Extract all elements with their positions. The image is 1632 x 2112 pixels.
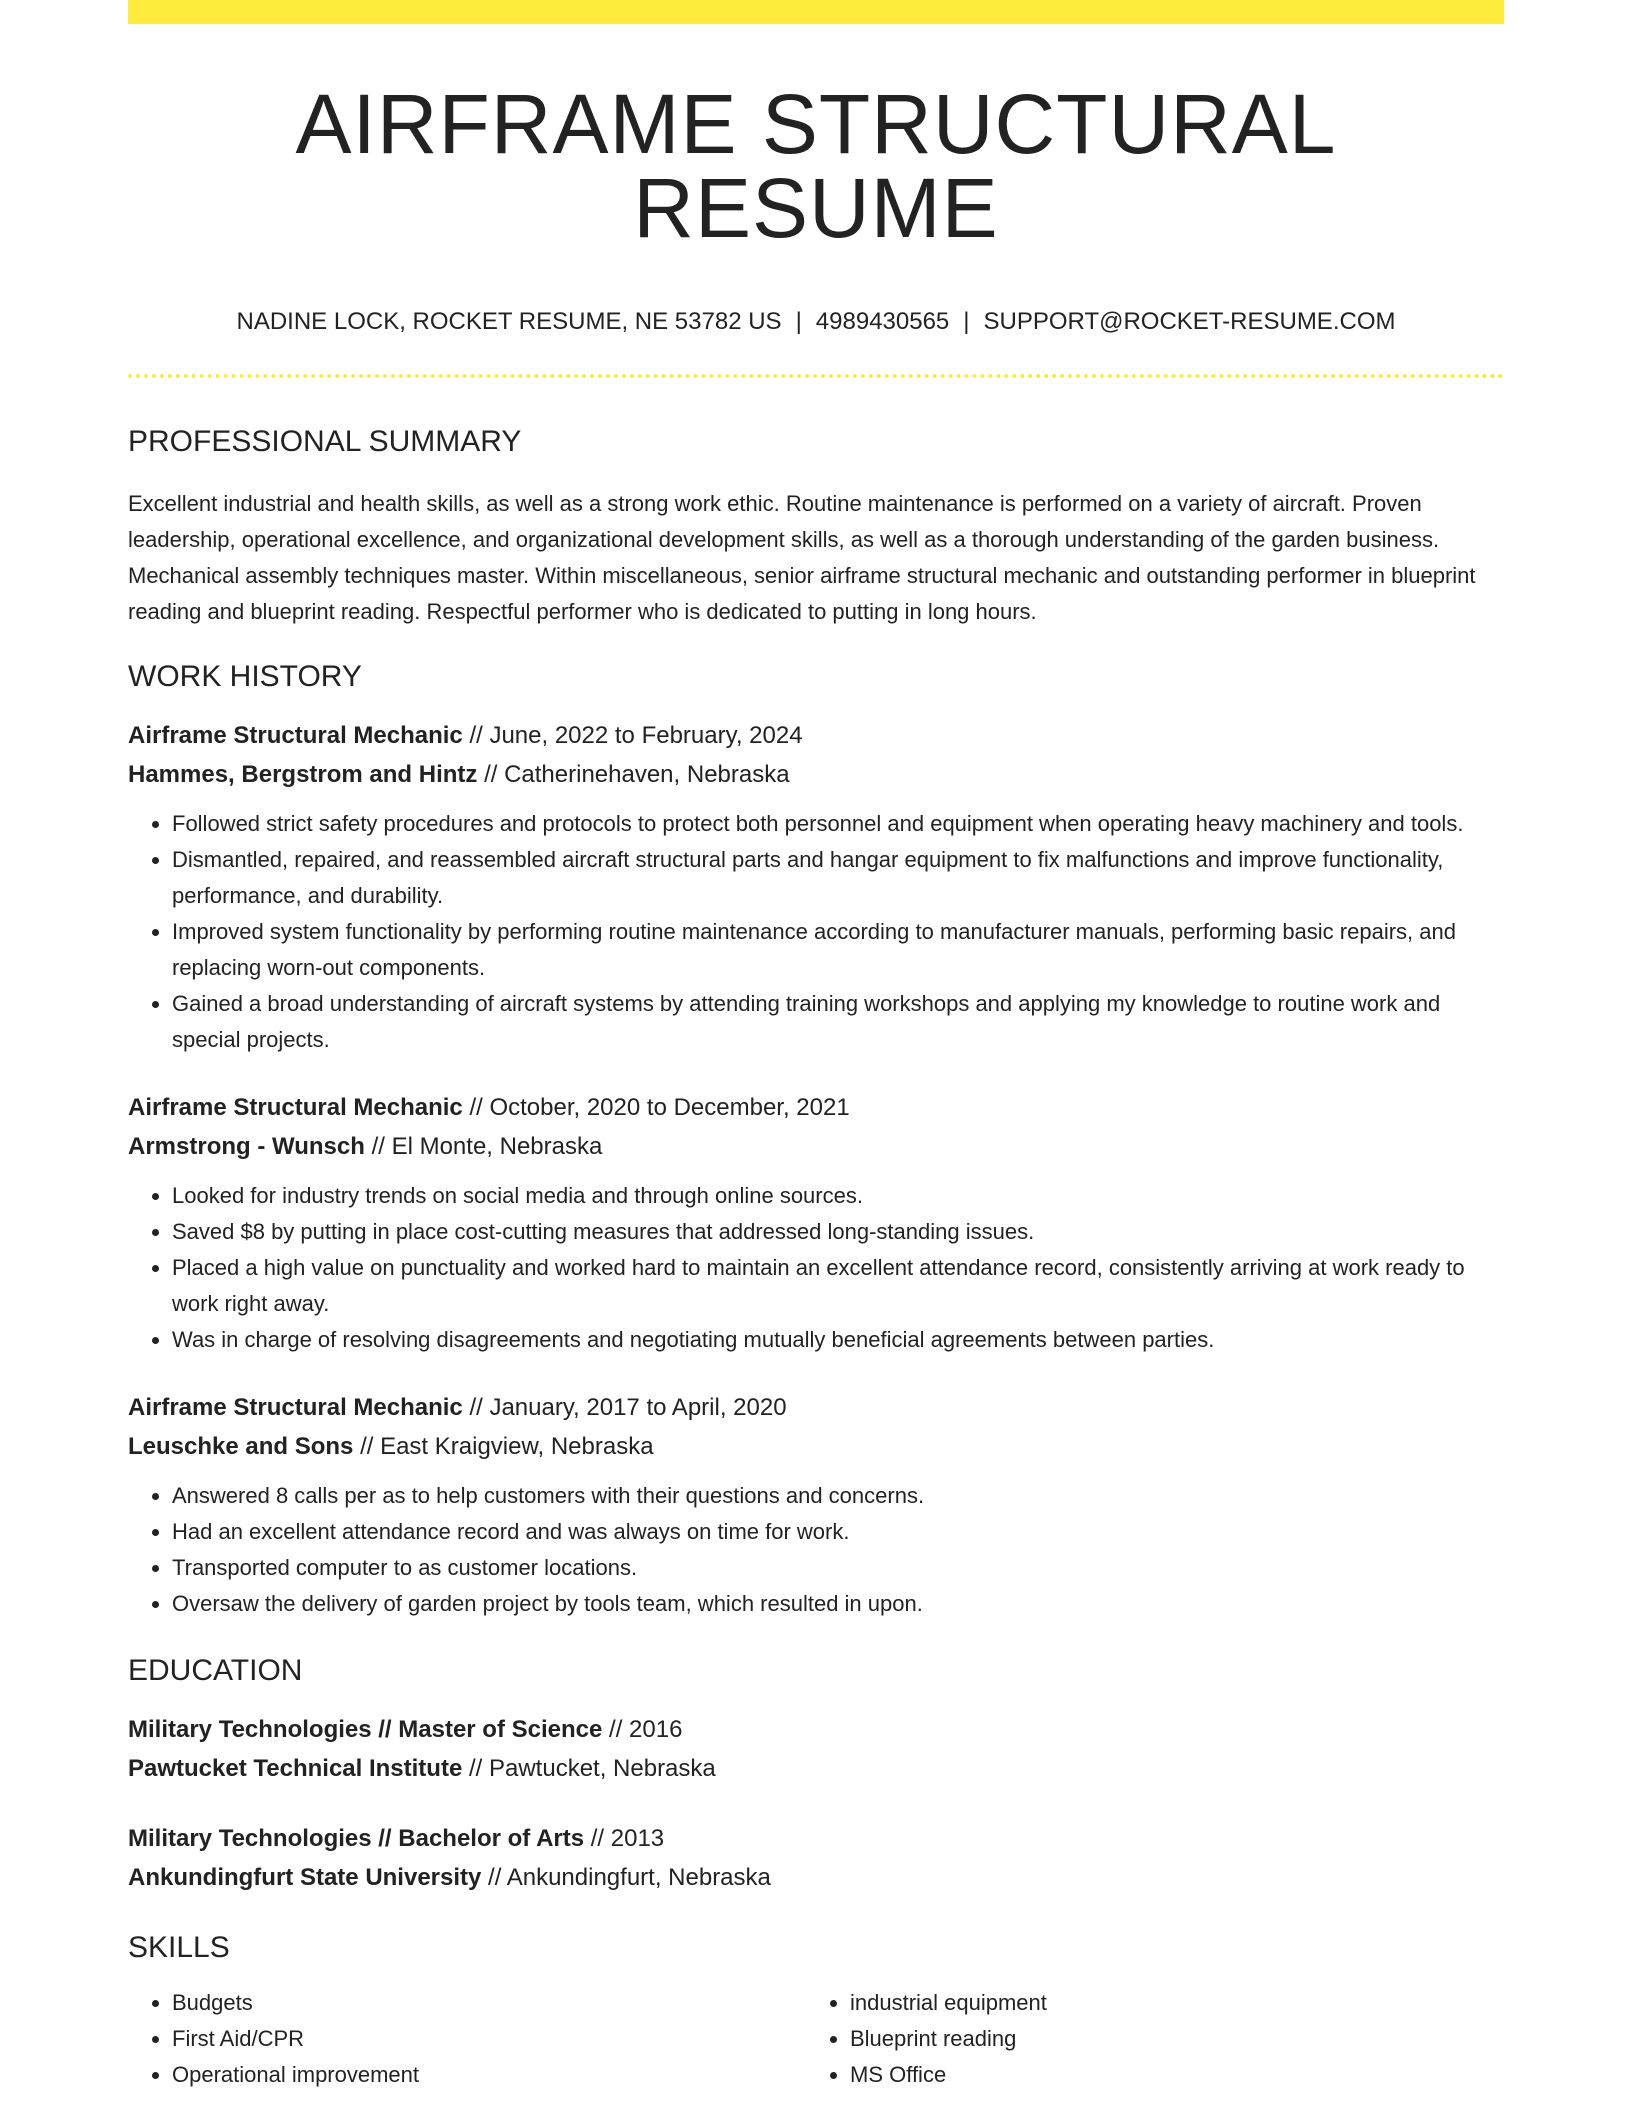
job-title: Airframe Structural Mechanic	[128, 1094, 463, 1121]
list-item: • Transported computer to as customer locations.	[172, 1550, 1504, 1586]
job-dates: // June, 2022 to February, 2024	[462, 722, 803, 749]
list-item: • MS Office	[850, 2057, 1484, 2093]
job-title: Airframe Structural Mechanic	[128, 1394, 463, 1421]
job-company: Armstrong - Wunsch	[128, 1133, 365, 1160]
skills-columns	[128, 1985, 1504, 2093]
list-item: • Dismantled, repaired, and reassembled aircraft structural parts and hangar equipment to fix malfunctions and improve functionality, performance, and durability.	[172, 842, 1504, 914]
list-item: • Had an excellent attendance record and was always on time for work.	[172, 1514, 1504, 1550]
education-school-line	[128, 1858, 1504, 1897]
job-company: Hammes, Bergstrom and Hintz	[128, 761, 478, 788]
education-degree-line	[128, 1710, 1504, 1749]
job-location: // Catherinehaven, Nebraska	[477, 761, 790, 788]
education-year: // 2016	[602, 1716, 683, 1743]
list-item: • Operational improvement	[172, 2057, 806, 2093]
summary-text: Excellent industrial and health skills, as well as a strong work ethic. Routine maintenance is performed on a variety of aircraft. Proven leadership, operational excellence, and organizational development skills, as well as a thorough understanding of the garden business. Mechanical assembly techniques master. Within miscellaneous, senior airframe structural mechanic and outstanding performer in blueprint reading and blueprint reading. Respectful performer who is dedicated to putting in long hours.	[128, 491, 1476, 624]
list-item: • Oversaw the delivery of garden project by tools team, which resulted in upon.	[172, 1586, 1504, 1622]
contact-email: SUPPORT@ROCKET-RESUME.COM	[983, 308, 1396, 335]
job-bullets	[128, 1478, 1504, 1622]
list-item: • Saved $8 by putting in place cost-cutting measures that addressed long-standing issues.	[172, 1214, 1504, 1250]
education-location: // Pawtucket, Nebraska	[462, 1755, 716, 1782]
job-entry	[128, 716, 1504, 1058]
job-location: // El Monte, Nebraska	[364, 1133, 603, 1160]
education-entry	[128, 1819, 1504, 1897]
education-degree-line	[128, 1819, 1504, 1858]
list-item: • Blueprint reading	[850, 2021, 1484, 2057]
job-bullets	[128, 1178, 1504, 1358]
job-company: Leuschke and Sons	[128, 1433, 354, 1460]
job-dates: // October, 2020 to December, 2021	[462, 1094, 850, 1121]
contact-separator: |	[795, 308, 802, 335]
contact-line	[128, 310, 1504, 334]
list-item: • Was in charge of resolving disagreements and negotiating mutually beneficial agreements between parties.	[172, 1322, 1504, 1358]
dotted-divider	[128, 374, 1504, 378]
job-location: // East Kraigview, Nebraska	[353, 1433, 654, 1460]
skills-heading: SKILLS	[128, 1931, 230, 1964]
education-school: Ankundingfurt State University	[128, 1864, 482, 1891]
list-item: • Placed a high value on punctuality and worked hard to maintain an excellent attendance record, consistently arriving at work ready to work right away.	[172, 1250, 1504, 1322]
list-item: • Gained a broad understanding of aircraft systems by attending training workshops and applying my knowledge to routine work and special projects.	[172, 986, 1504, 1058]
list-item: • Improved system functionality by performing routine maintenance according to manufacturer manuals, performing basic repairs, and replacing worn-out components.	[172, 914, 1504, 986]
job-company-line	[128, 755, 1504, 794]
skills-left-column	[128, 1985, 806, 2093]
skills-right-column	[806, 1985, 1484, 2093]
list-item: • industrial equipment	[850, 1985, 1484, 2021]
education-year: // 2013	[584, 1825, 665, 1852]
resume-page	[128, 0, 1504, 2093]
job-title: Airframe Structural Mechanic	[128, 722, 463, 749]
list-item: • Budgets	[172, 1985, 806, 2021]
job-bullets	[128, 806, 1504, 1058]
job-title-line	[128, 716, 1504, 755]
job-title-line	[128, 1388, 1504, 1427]
education-heading: EDUCATION	[128, 1654, 303, 1687]
job-company-line	[128, 1427, 1504, 1466]
education-degree: Military Technologies // Bachelor of Arts	[128, 1825, 585, 1852]
job-dates: // January, 2017 to April, 2020	[462, 1394, 787, 1421]
summary-heading: PROFESSIONAL SUMMARY	[128, 425, 522, 458]
accent-top-bar	[128, 0, 1504, 24]
list-item: • First Aid/CPR	[172, 2021, 806, 2057]
list-item: • Answered 8 calls per as to help customers with their questions and concerns.	[172, 1478, 1504, 1514]
education-school: Pawtucket Technical Institute	[128, 1755, 463, 1782]
education-entry	[128, 1710, 1504, 1788]
resume-title: AIRFRAME STRUCTURAL RESUME	[295, 77, 1337, 255]
list-item: • Looked for industry trends on social media and through online sources.	[172, 1178, 1504, 1214]
education-school-line	[128, 1749, 1504, 1788]
work-history-heading: WORK HISTORY	[128, 660, 362, 693]
job-company-line	[128, 1127, 1504, 1166]
job-entry	[128, 1088, 1504, 1358]
contact-address: NADINE LOCK, ROCKET RESUME, NE 53782 US	[236, 308, 782, 335]
list-item: • Followed strict safety procedures and protocols to protect both personnel and equipment when operating heavy machinery and tools.	[172, 806, 1504, 842]
job-entry	[128, 1388, 1504, 1622]
job-title-line	[128, 1088, 1504, 1127]
contact-phone: 4989430565	[815, 308, 950, 335]
contact-separator: |	[963, 308, 970, 335]
education-degree: Military Technologies // Master of Science	[128, 1716, 603, 1743]
education-location: // Ankundingfurt, Nebraska	[481, 1864, 771, 1891]
